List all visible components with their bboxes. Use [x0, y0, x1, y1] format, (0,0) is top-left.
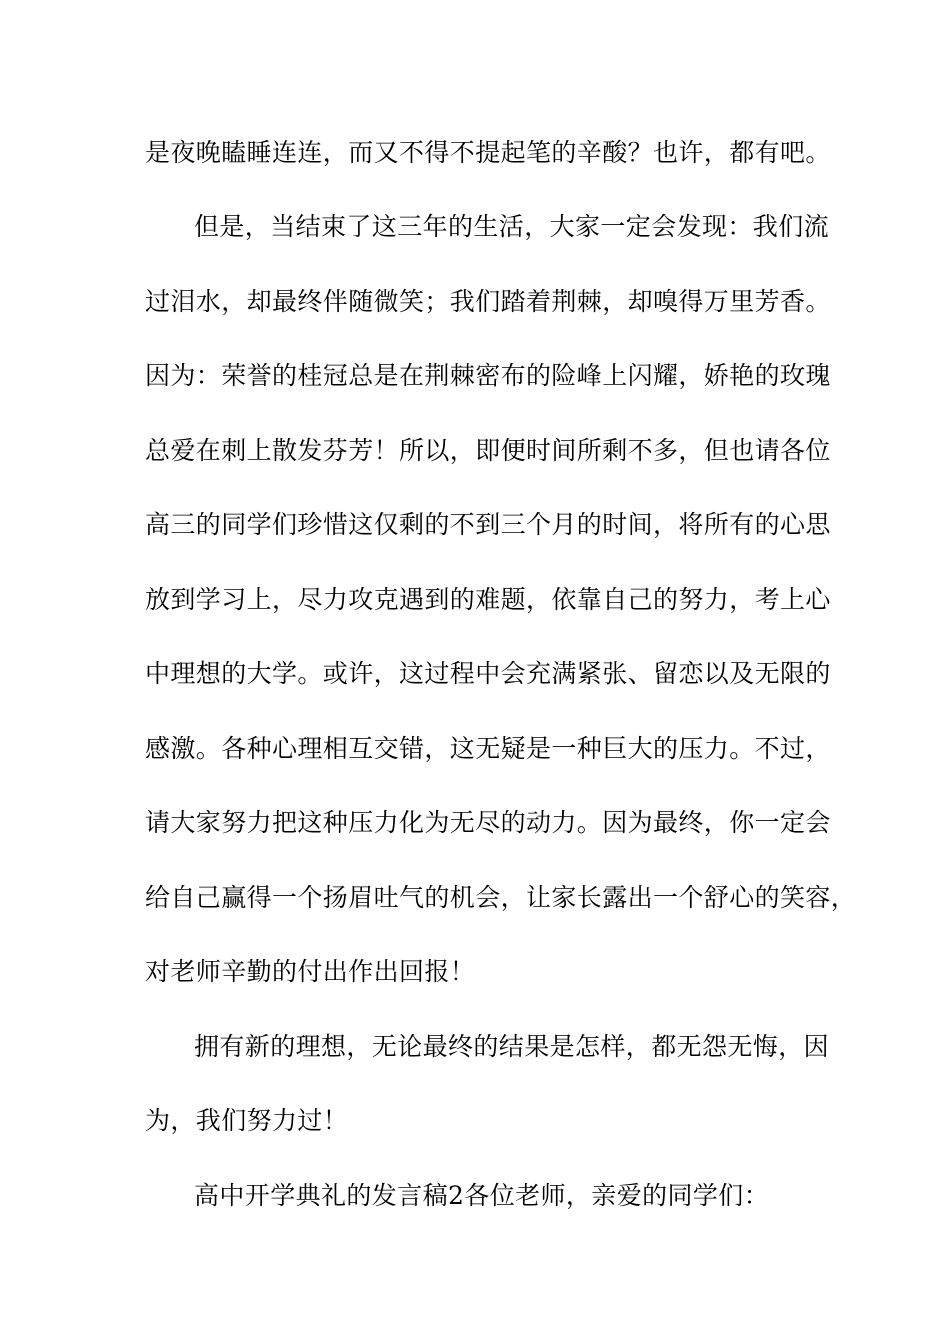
paragraph-line: 高三的同学们珍惜这仅剩的不到三个月的时间，将所有的心思 [145, 510, 831, 539]
paragraph-line: 高中开学典礼的发言稿2各位老师，亲爱的同学们： [194, 1181, 770, 1210]
paragraph-line: 是夜晚瞌睡连连，而又不得不提起笔的辛酸？也许，都有吧。 [145, 138, 831, 167]
paragraph-line: 因为：荣誉的桂冠总是在荆棘密布的险峰上闪耀，娇艳的玫瑰 [145, 361, 831, 390]
paragraph-line: 但是，当结束了这三年的生活，大家一定会发现：我们流 [194, 212, 830, 241]
paragraph-line: 总爱在刺上散发芬芳！所以，即便时间所剩不多，但也请各位 [145, 436, 831, 465]
paragraph-line: 对老师辛勤的付出作出回报！ [145, 957, 476, 986]
paragraph-line: 感激。各种心理相互交错，这无疑是一种巨大的压力。不过， [145, 734, 831, 763]
paragraph-line: 过泪水，却最终伴随微笑；我们踏着荆棘，却嗅得万里芳香。 [145, 287, 831, 316]
paragraph-line: 给自己赢得一个扬眉吐气的机会，让家长露出一个舒心的笑容， [145, 883, 857, 912]
paragraph-line: 为，我们努力过！ [145, 1106, 349, 1135]
paragraph-line: 请大家努力把这种压力化为无尽的动力。因为最终，你一定会 [145, 808, 831, 837]
paragraph-line: 拥有新的理想，无论最终的结果是怎样，都无怨无悔，因 [194, 1032, 830, 1061]
paragraph-line: 中理想的大学。或许，这过程中会充满紧张、留恋以及无限的 [145, 659, 831, 688]
paragraph-line: 放到学习上，尽力攻克遇到的难题，依靠自己的努力，考上心 [145, 585, 831, 614]
